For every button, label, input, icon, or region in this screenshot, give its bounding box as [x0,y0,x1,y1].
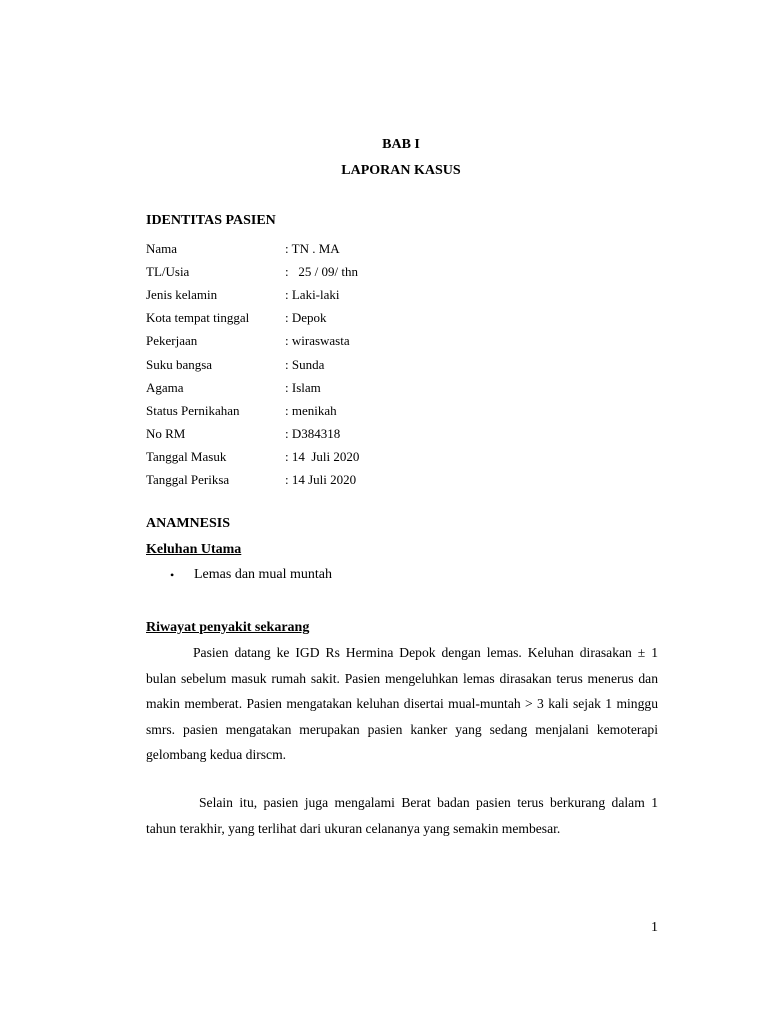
identity-value: : 14 Juli 2020 [285,472,357,488]
identity-value: : 25 / 09/ thn [285,263,358,279]
identity-value: : Laki-laki [285,286,340,302]
identity-value: : Islam [285,379,321,395]
identity-heading: IDENTITAS PASIEN [146,213,276,228]
identity-row-birth-age [146,260,359,283]
identity-label: TL/Usia [146,263,190,279]
list-item [170,567,332,583]
identity-row-name [146,237,359,260]
identity-row-occupation [146,330,359,353]
identity-value: : 14 Juli 2020 [285,449,360,465]
chief-complaint-text: Lemas dan mual muntah [194,567,333,582]
chapter-title: BAB I [382,137,420,152]
identity-value: : wiraswasta [285,333,350,349]
identity-row-record-number [146,423,359,446]
identity-label: Status Pernikahan [146,402,240,418]
identity-value: : TN . MA [285,240,340,256]
identity-label: Kota tempat tinggal [146,310,250,326]
identity-value: : menikah [285,402,337,418]
identity-label: Suku bangsa [146,356,213,372]
history-paragraph: Pasien datang ke IGD Rs Hermina Depok dengan lemas. Keluhan dirasakan ± 1 bulan sebelum masuk rumah sakit. Pasien mengeluhkan lemas dirasakan terus menerus dan makin memberat. Pasien mengatakan keluhan disertai mual-muntah > 3 kali sejak 1 minggu smrs. pasien mengatakan merupakan pasien kanker yang sedang menjalani kemoterapi gelombang kedua dirscm. [146,645,658,762]
identity-label: Tanggal Periksa [146,472,230,488]
identity-label: Jenis kelamin [146,286,218,302]
identity-label: No RM [146,426,186,442]
history-paragraph: Selain itu, pasien juga mengalami Berat badan pasien terus berkurang dalam 1 tahun terakhir, yang terlihat dari ukuran celananya yang semakin membesar. [146,795,658,836]
identity-row-sex [146,283,359,306]
identity-row-exam-date [146,469,359,492]
report-title: LAPORAN KASUS [341,163,461,178]
identity-label: Agama [146,379,184,395]
anamnesis-heading: ANAMNESIS [146,516,231,531]
identity-value: : Sunda [285,356,325,372]
identity-row-city [146,307,359,330]
identity-row-ethnicity [146,353,359,376]
bullet-icon: • [170,567,175,582]
identity-table [146,237,359,492]
history-heading: Riwayat penyakit sekarang [146,620,310,635]
identity-value: : D384318 [285,426,341,442]
page-number: 1 [651,920,658,935]
identity-label: Nama [146,240,178,256]
identity-row-marital-status [146,399,359,422]
identity-value: : Depok [285,310,327,326]
identity-label: Tanggal Masuk [146,449,227,465]
identity-label: Pekerjaan [146,333,198,349]
identity-row-religion [146,376,359,399]
chief-complaint-heading: Keluhan Utama [146,542,242,557]
identity-row-admission-date [146,446,359,469]
